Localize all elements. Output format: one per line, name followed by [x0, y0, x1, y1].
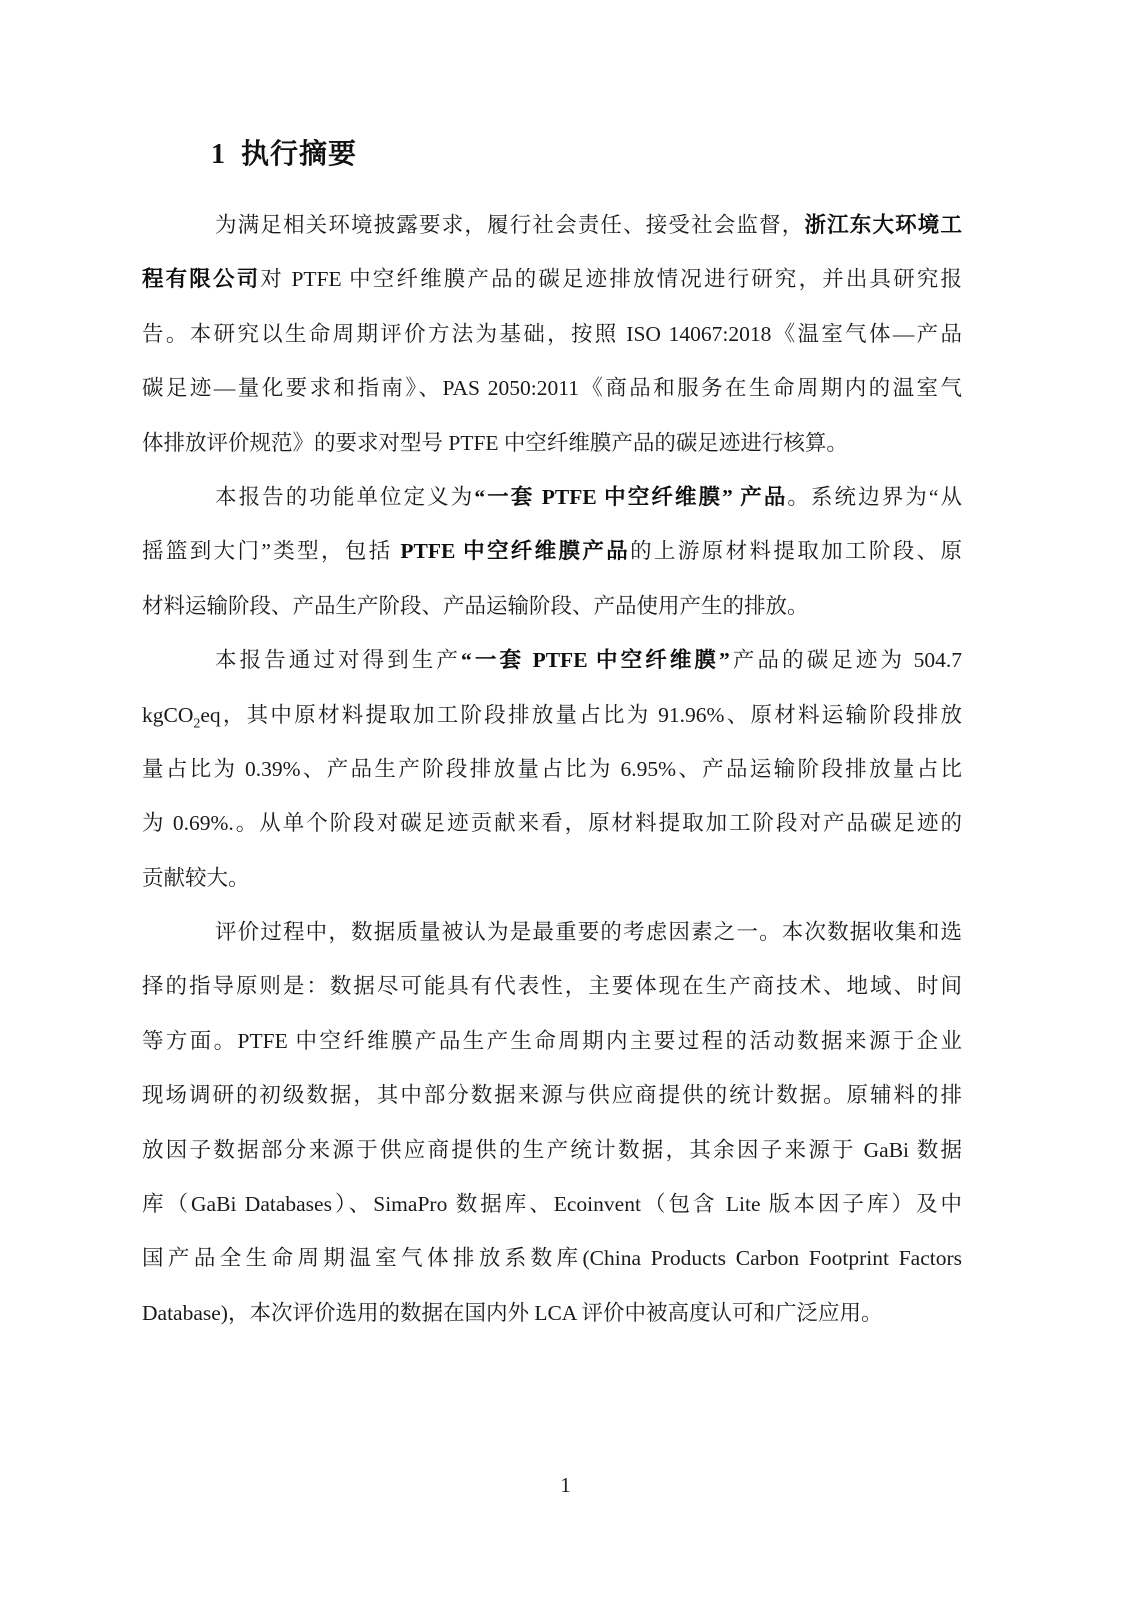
text-line — [142, 579, 962, 633]
page-number: 1 — [560, 1473, 571, 1497]
bold-text-segment: 程有限公司 — [142, 267, 261, 292]
text-segment: 放因子数据部分来源于供应商提供的生产统计数据，其余因子来源于 GaBi 数据 — [142, 1137, 962, 1162]
section-heading-title: 执行摘要 — [241, 137, 358, 170]
page-footer — [0, 1472, 1131, 1498]
text-line — [142, 688, 962, 742]
text-line — [142, 252, 962, 306]
bold-text-segment: PTFE 中空纤维膜产品 — [400, 539, 631, 564]
text-line — [142, 361, 962, 415]
text-segment: 库（GaBi Databases）、SimaPro 数据库、Ecoinvent（包含 Lite 版本因子库）及中 — [142, 1192, 962, 1217]
text-segment: 择的指导原则是：数据尽可能具有代表性，主要体现在生产商技术、地域、时间 — [142, 974, 962, 999]
text-line — [142, 1068, 962, 1122]
text-segment: 贡献较大。 — [142, 865, 250, 890]
text-segment: 等方面。PTFE 中空纤维膜产品生产生命周期内主要过程的活动数据来源于企业 — [142, 1028, 962, 1053]
text-segment: 对 PTFE 中空纤维膜产品的碳足迹排放情况进行研究，并出具研究报 — [260, 267, 962, 292]
text-line — [142, 1123, 962, 1177]
text-segment: kgCO — [142, 702, 194, 727]
bold-text-segment: “一套 PTFE 中空纤维膜” 产品 — [474, 484, 788, 509]
text-line — [142, 851, 962, 905]
text-line — [142, 470, 962, 524]
text-line — [142, 416, 962, 470]
text-segment: 。系统边界为“从 — [787, 484, 962, 509]
text-segment: 体排放评价规范》的要求对型号 PTFE 中空纤维膜产品的碳足迹进行核算。 — [142, 430, 848, 455]
text-line — [142, 1286, 962, 1340]
text-line — [142, 1177, 962, 1231]
text-segment: 碳足迹—量化要求和指南》、PAS 2050:2011《商品和服务在生命周期内的温室气 — [142, 376, 962, 401]
text-segment: 2 — [193, 715, 201, 731]
text-segment: Database)，本次评价选用的数据在国内外 LCA 评价中被高度认可和广泛应用。 — [142, 1300, 883, 1325]
text-segment: 本报告的功能单位定义为 — [215, 484, 475, 509]
text-segment: 国产品全生命周期温室气体排放系数库(China Products Carbon Footprint Factors — [142, 1246, 962, 1271]
text-segment: 产品的碳足迹为 504.7 — [729, 648, 962, 673]
text-segment: 告。本研究以生命周期评价方法为基础，按照 ISO 14067:2018《温室气体—产品 — [142, 321, 962, 346]
text-line — [142, 742, 962, 796]
text-line — [142, 1231, 962, 1285]
text-segment: 摇篮到大门”类型，包括 — [142, 539, 401, 564]
text-line — [142, 198, 962, 252]
text-line — [142, 524, 962, 578]
section-heading — [211, 138, 357, 171]
text-line — [142, 633, 962, 687]
text-segment: 本报告通过对得到生产 — [215, 648, 462, 673]
text-segment: eq，其中原材料提取加工阶段排放量占比为 91.96%、原材料运输阶段排放 — [200, 702, 962, 727]
text-segment: 评价过程中，数据质量被认为是最重要的考虑因素之一。本次数据收集和选 — [215, 920, 962, 945]
text-line — [142, 307, 962, 361]
text-segment: 为满足相关环境披露要求，履行社会责任、接受社会监督， — [215, 213, 805, 237]
text-segment: 为 0.69%.。从单个阶段对碳足迹贡献来看，原材料提取加工阶段对产品碳足迹的 — [142, 811, 962, 836]
document-body — [142, 198, 962, 1340]
section-heading-number: 1 — [211, 139, 225, 170]
bold-text-segment: “一套 PTFE 中空纤维膜” — [461, 648, 730, 673]
text-line — [142, 959, 962, 1013]
text-line — [142, 905, 962, 959]
text-line — [142, 1014, 962, 1068]
bold-text-segment: 浙江东大环境工 — [804, 213, 962, 237]
text-segment: 量占比为 0.39%、产品生产阶段排放量占比为 6.95%、产品运输阶段排放量占比 — [142, 756, 962, 781]
text-segment: 材料运输阶段、产品生产阶段、产品运输阶段、产品使用产生的排放。 — [142, 593, 809, 618]
text-line — [142, 796, 962, 850]
text-segment: 现场调研的初级数据，其中部分数据来源与供应商提供的统计数据。原辅料的排 — [142, 1083, 962, 1108]
text-segment: 的上游原材料提取加工阶段、原 — [630, 539, 962, 564]
